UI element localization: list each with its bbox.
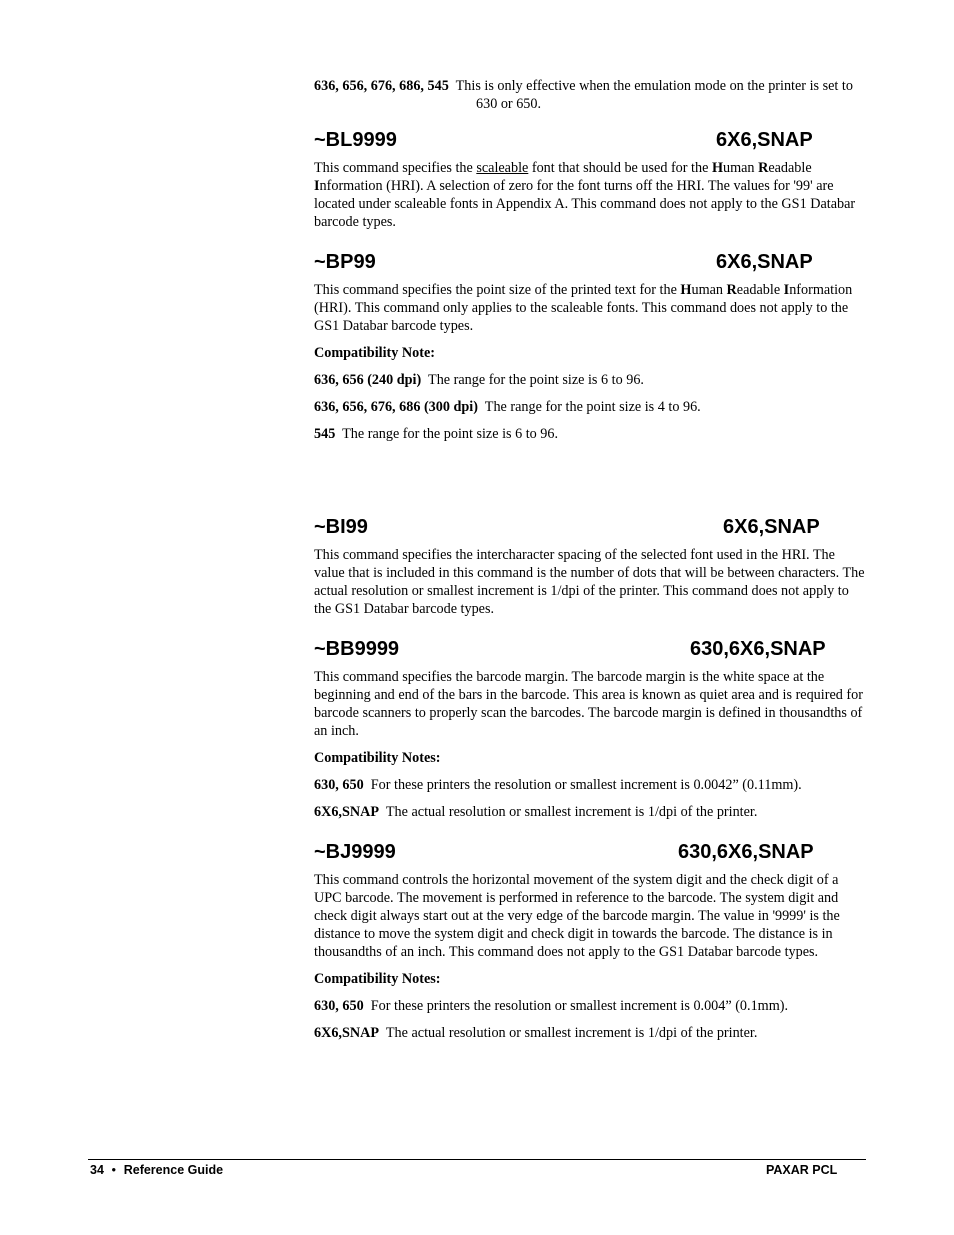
text-run: H xyxy=(680,282,692,298)
compatibility-note xyxy=(314,803,866,821)
compatibility-note xyxy=(314,425,866,443)
note-label: 630, 650 xyxy=(314,998,364,1014)
guide-title: Reference Guide xyxy=(123,1163,224,1177)
intro-models: 636, 656, 676, 686, 545 xyxy=(314,78,449,94)
command-description: This command specifies the barcode margin. The barcode margin is the white space at the beginning and end of the bars in the barcode. This area is known as quiet area and is required for barcode scanners to properly scan the barcodes. The barcode margin is defined in thousandths of an inch. xyxy=(314,669,863,739)
note-text: For these printers the resolution or smallest increment is 0.0042” (0.11mm). xyxy=(370,777,802,793)
note-label: 545 xyxy=(314,426,336,442)
text-run: uman xyxy=(722,160,759,176)
text-run: uman xyxy=(691,282,727,298)
command-applies-to: 6X6,SNAP xyxy=(723,516,820,538)
note-text: The actual resolution or smallest increment is 1/dpi of the printer. xyxy=(385,804,758,820)
note-text: The actual resolution or smallest increment is 1/dpi of the printer. xyxy=(385,1025,758,1041)
bullet-icon: ● xyxy=(111,1165,117,1174)
command-title: ~BJ9999 xyxy=(314,841,396,863)
command-applies-to: 6X6,SNAP xyxy=(716,129,813,151)
note-text: The range for the point size is 6 to 96. xyxy=(428,372,644,388)
intro-text: This is only effective when the emulation mode on the printer is set to 630 or 650. xyxy=(455,78,853,112)
command-description xyxy=(314,281,866,335)
text-run: eadable xyxy=(768,160,812,176)
text-run: I xyxy=(314,178,320,194)
compatibility-note xyxy=(314,398,866,416)
text-run: R xyxy=(726,282,737,298)
note-label: 6X6,SNAP xyxy=(314,804,380,820)
scaleable-term: scaleable xyxy=(476,160,529,176)
note-label: 630, 650 xyxy=(314,777,364,793)
text-run: H xyxy=(711,160,723,176)
section-heading-bj xyxy=(314,839,866,865)
section-heading-bb xyxy=(314,636,866,662)
command-title: ~BI99 xyxy=(314,516,368,538)
vertical-spacer xyxy=(314,452,866,496)
compatibility-heading xyxy=(314,970,866,988)
note-label: 636, 656 (240 dpi) xyxy=(314,372,422,388)
note-text: For these printers the resolution or smallest increment is 0.004” (0.1mm). xyxy=(370,998,789,1014)
command-title: ~BP99 xyxy=(314,251,376,273)
text-run: eadable xyxy=(736,282,784,298)
compatibility-heading xyxy=(314,344,866,362)
command-description xyxy=(314,159,866,231)
footer-right xyxy=(766,1162,837,1178)
text-run: nformation (HRI). This command only applies to the scaleable fonts. This command does not apply to the GS1 Databar barcode types. xyxy=(314,282,853,334)
command-title: ~BB9999 xyxy=(314,638,400,660)
text-run: Compatibility Note: xyxy=(314,345,435,361)
command-applies-to: 630,6X6,SNAP xyxy=(690,638,826,660)
compatibility-note xyxy=(314,776,866,794)
text-run: This command specifies the xyxy=(314,160,477,176)
intro-note xyxy=(314,77,866,113)
page-content xyxy=(314,77,866,1051)
compatibility-heading xyxy=(314,749,866,767)
compatibility-note xyxy=(314,371,866,389)
command-applies-to: 630,6X6,SNAP xyxy=(678,841,814,863)
footer-rule xyxy=(88,1159,866,1160)
text-run: R xyxy=(758,160,769,176)
section-heading-bp xyxy=(314,249,866,275)
command-applies-to: 6X6,SNAP xyxy=(716,251,813,273)
text-run: Compatibility Notes: xyxy=(314,971,441,987)
note-label: 636, 656, 676, 686 (300 dpi) xyxy=(314,399,478,415)
command-title: ~BL9999 xyxy=(314,129,397,151)
note-text: The range for the point size is 6 to 96. xyxy=(342,426,559,442)
note-label: 6X6,SNAP xyxy=(314,1025,380,1041)
product-name: PAXAR PCL xyxy=(766,1163,838,1177)
text-run: I xyxy=(783,282,790,298)
text-run: This command specifies the point size of the printed text for the xyxy=(314,282,681,298)
text-run: Compatibility Notes: xyxy=(314,750,441,766)
page-number: 34 xyxy=(90,1163,104,1177)
compatibility-note xyxy=(314,1024,866,1042)
command-description: This command controls the horizontal movement of the system digit and the check digit of a UPC barcode. The movement is performed in reference to the barcode. The system digit and check digit always start out at the very edge of the barcode margin. The value in '9999' is the distance to move the system digit and check digit in towards the barcode. The distance is in thousandths of an inch. This command does not apply to the GS1 Databar barcode types. xyxy=(314,872,840,960)
compatibility-note xyxy=(314,997,866,1015)
note-text: The range for the point size is 4 to 96. xyxy=(484,399,701,415)
section-heading-bl xyxy=(314,127,866,153)
text-run: nformation (HRI). A selection of zero for the font turns off the HRI. The values for '99' are located under scaleable fonts in Appendix A. This command does not apply to the GS1 Databar barcode types. xyxy=(314,178,856,230)
command-description: This command specifies the intercharacter spacing of the selected font used in the HRI. The value that is included in this command is the number of dots that will be between characters. The actual resolution or smallest increment is 1/dpi of the printer. This command does not apply to the GS1 Databar barcode types. xyxy=(314,547,865,617)
section-heading-bi xyxy=(314,514,866,540)
text-run: font that should be used for the xyxy=(528,160,712,176)
footer-left xyxy=(90,1162,223,1178)
